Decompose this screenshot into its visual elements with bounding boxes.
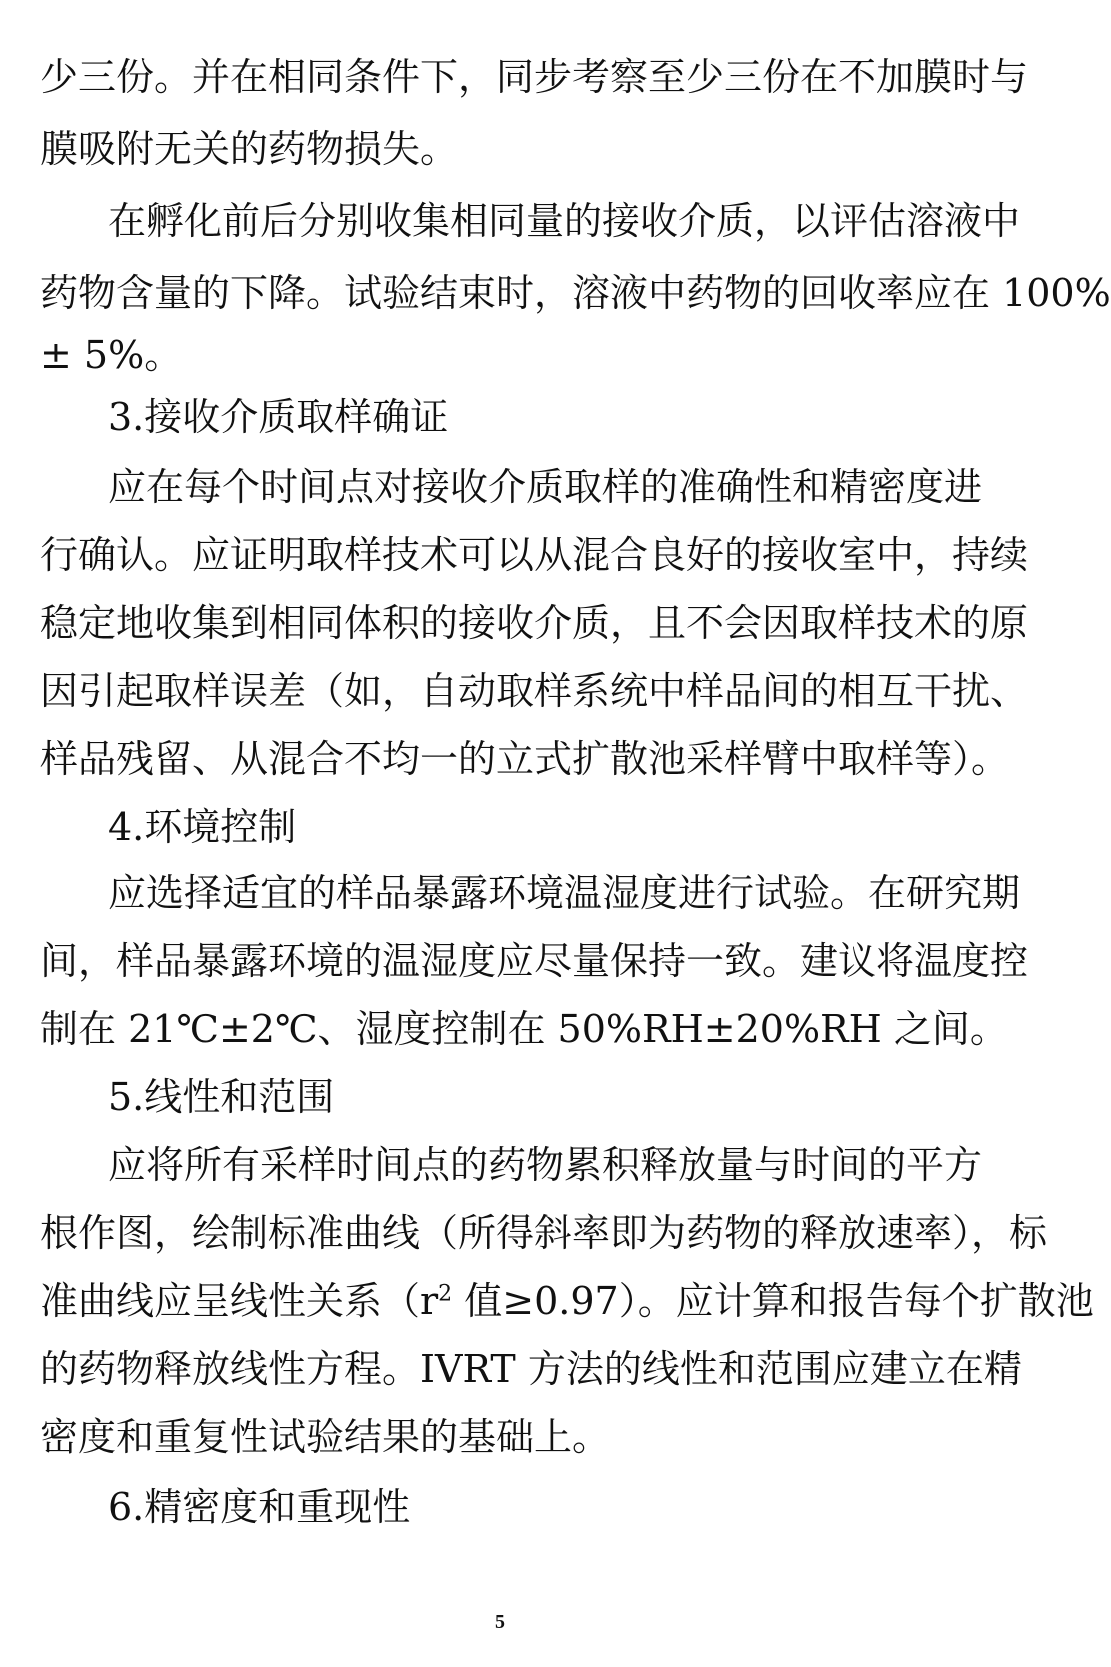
- text-line: 样品残留、从混合不均一的立式扩散池采样臂中取样等）。: [40, 737, 1010, 781]
- text-line: 药物含量的下降。试验结束时，溶液中药物的回收率应在 100%: [40, 271, 1111, 315]
- superscript: 2: [438, 1281, 453, 1307]
- text-line-with-superscript: [40, 1278, 1094, 1324]
- paragraph-first-line: 应将所有采样时间点的药物累积释放量与时间的平方: [108, 1143, 983, 1187]
- section-heading: 5.线性和范围: [108, 1075, 335, 1119]
- paragraph-first-line: 在孵化前后分别收集相同量的接收介质，以评估溶液中: [108, 199, 1021, 243]
- section-heading: 3.接收介质取样确证: [108, 395, 449, 439]
- paragraph-first-line: 应在每个时间点对接收介质取样的准确性和精密度进: [108, 465, 983, 509]
- text-line: 因引起取样误差（如，自动取样系统中样品间的相互干扰、: [40, 669, 1029, 713]
- section-heading: 4.环境控制: [108, 805, 297, 849]
- text-line: 稳定地收集到相同体积的接收介质，且不会因取样技术的原: [40, 601, 1029, 645]
- text-line: 根作图，绘制标准曲线（所得斜率即为药物的释放速率），标: [40, 1211, 1048, 1255]
- text-segment: 准曲线应呈线性关系（r: [40, 1279, 439, 1323]
- text-line: 少三份。并在相同条件下，同步考察至少三份在不加膜时与: [40, 55, 1029, 99]
- document-page: [40, 10, 1111, 1610]
- text-segment: 值≥0.97）。应计算和报告每个扩散池: [452, 1279, 1094, 1323]
- text-line: 行确认。应证明取样技术可以从混合良好的接收室中，持续: [40, 533, 1029, 577]
- text-line: ± 5%。: [40, 333, 183, 377]
- text-line: 的药物释放线性方程。IVRT 方法的线性和范围应建立在精: [40, 1347, 1022, 1391]
- section-heading: 6.精密度和重现性: [108, 1485, 411, 1529]
- text-line: 膜吸附无关的药物损失。: [40, 127, 459, 171]
- text-line: 密度和重复性试验结果的基础上。: [40, 1415, 611, 1459]
- text-line: 制在 21℃±2℃、湿度控制在 50%RH±20%RH 之间。: [40, 1007, 1008, 1051]
- text-line: 间，样品暴露环境的温湿度应尽量保持一致。建议将温度控: [40, 939, 1029, 983]
- paragraph-first-line: 应选择适宜的样品暴露环境温湿度进行试验。在研究期: [108, 871, 1021, 915]
- page-number: 5: [495, 1611, 505, 1633]
